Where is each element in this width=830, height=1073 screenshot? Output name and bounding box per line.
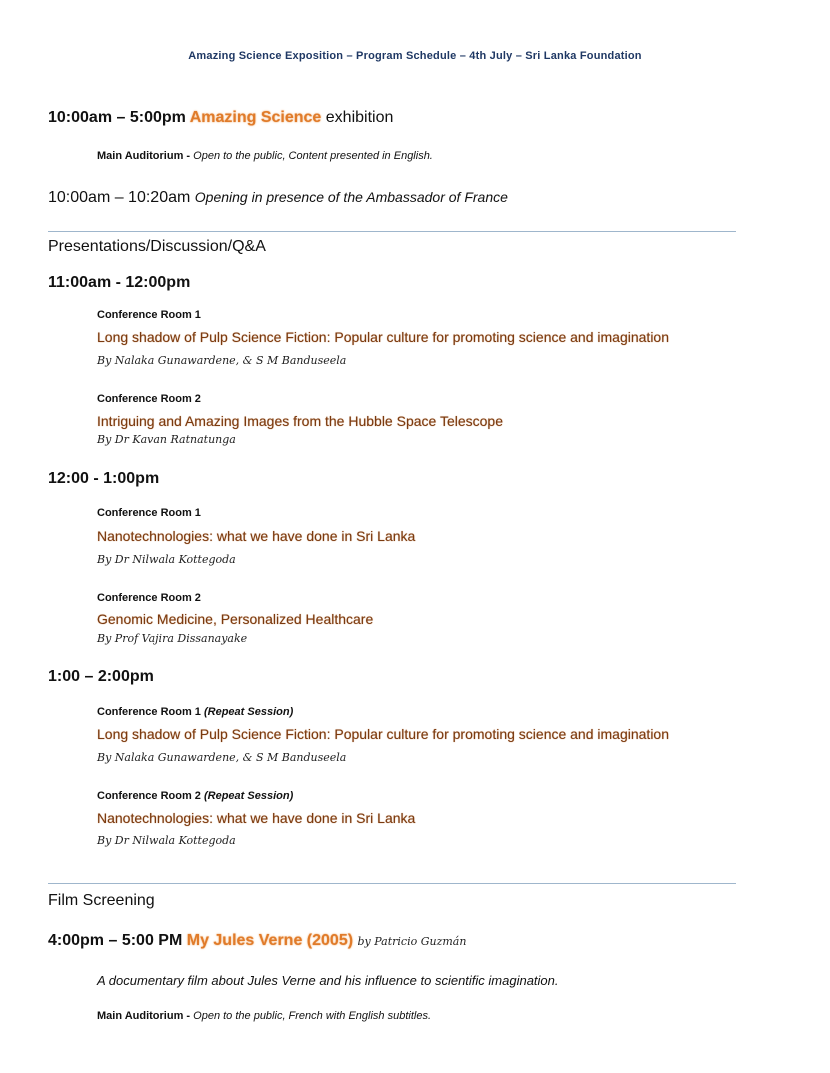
exhibition-rest: exhibition: [325, 109, 394, 126]
session-title: Intriguing and Amazing Images from the Hubble Space Telescope: [97, 413, 503, 429]
page-header: Amazing Science Exposition – Program Schedule – 4th July – Sri Lanka Foundation: [188, 50, 642, 62]
session-speaker: By Nalaka Gunawardene, & S M Banduseela: [97, 751, 347, 764]
exhibition-line: [48, 109, 393, 127]
section-divider: [48, 883, 736, 884]
exhibition-venue: [97, 150, 433, 162]
session-title: Long shadow of Pulp Science Fiction: Popular culture for promoting science and imagination: [97, 726, 669, 742]
session-speaker: By Dr Nilwala Kottegoda: [97, 553, 236, 566]
film-section-title: Film Screening: [48, 892, 155, 909]
session-title: Long shadow of Pulp Science Fiction: Popular culture for promoting science and imagination: [97, 329, 669, 345]
slot-time: 11:00am - 12:00pm: [48, 274, 191, 291]
session-room: Conference Room 2: [97, 592, 201, 604]
session-speaker: By Dr Kavan Ratnatunga: [97, 433, 236, 446]
opening-line: [48, 189, 508, 207]
slot-time: 12:00 - 1:00pm: [48, 470, 160, 487]
session-room: Conference Room 1: [97, 309, 201, 321]
session-speaker: By Dr Nilwala Kottegoda: [97, 834, 236, 847]
presentations-title: Presentations/Discussion/Q&A: [48, 238, 266, 255]
exhibition-highlight: Amazing Science: [189, 109, 322, 126]
film-line: [48, 932, 466, 950]
section-divider: [48, 231, 736, 232]
session-room: Conference Room 2: [97, 393, 201, 405]
exhibition-time: 10:00am – 5:00pm: [48, 109, 186, 126]
film-description: A documentary film about Jules Verne and his influence to scientific imagination.: [97, 973, 559, 988]
session-speaker: By Prof Vajira Dissanayake: [97, 632, 248, 645]
film-title: My Jules Verne (2005): [186, 932, 354, 949]
session-title: Nanotechnologies: what we have done in Sri Lanka: [97, 810, 416, 826]
film-venue-note: Open to the public, French with English subtitles.: [193, 1010, 432, 1022]
session-title: Nanotechnologies: what we have done in Sri Lanka: [97, 528, 416, 544]
session-speaker: By Nalaka Gunawardene, & S M Banduseela: [97, 354, 347, 367]
session-room: Conference Room 1: [97, 507, 201, 519]
session-title: Genomic Medicine, Personalized Healthcare: [97, 611, 374, 627]
exhibition-venue-note: Open to the public, Content presented in English.: [193, 150, 433, 162]
exhibition-venue-label: Main Auditorium -: [97, 150, 191, 162]
slot-time: 1:00 – 2:00pm: [48, 668, 154, 685]
film-time: 4:00pm – 5:00 PM: [48, 932, 183, 949]
film-venue-label: Main Auditorium -: [97, 1010, 191, 1022]
session-room: Conference Room 1 (Repeat Session): [97, 706, 294, 718]
film-venue: [97, 1010, 431, 1022]
session-room: Conference Room 2 (Repeat Session): [97, 790, 294, 802]
film-director: by Patricio Guzmán: [357, 935, 467, 948]
opening-text: Opening in presence of the Ambassador of France: [194, 189, 508, 205]
opening-time: 10:00am – 10:20am: [48, 189, 191, 206]
